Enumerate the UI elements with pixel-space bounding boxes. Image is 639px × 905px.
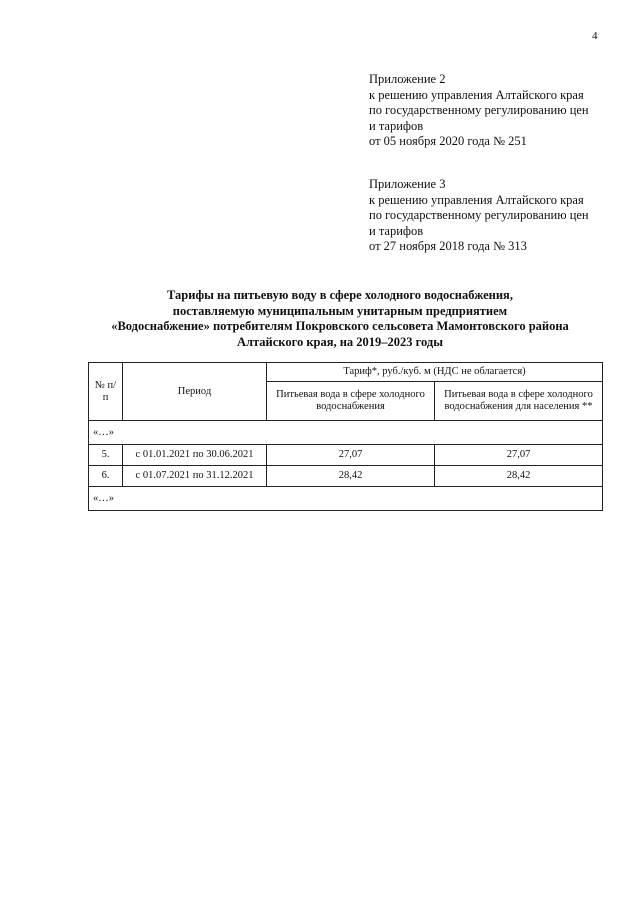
title-line: «Водоснабжение» потребителям Покровского сельсовета Мамонтовского района xyxy=(111,319,569,333)
document-title xyxy=(60,288,620,350)
appendix-2-line: и тарифов xyxy=(369,118,424,133)
ellipsis-bottom: «…» xyxy=(89,487,603,511)
appendix-3-line: по государственному регулированию цен xyxy=(369,208,589,222)
cell-number: 5. xyxy=(89,445,123,466)
page-number: 4 xyxy=(592,30,598,42)
appendix-3-header xyxy=(369,177,589,255)
table-row xyxy=(89,445,603,466)
header-tariff-group: Тариф*, руб./куб. м (НДС не облагается) xyxy=(267,363,603,382)
appendix-2-line: к решению управления Алтайского края xyxy=(369,87,584,102)
appendix-3-line: Приложение 3 xyxy=(369,177,446,191)
header-number: № п/п xyxy=(89,363,123,421)
appendix-3-line: от 27 ноября 2018 года № 313 xyxy=(369,239,527,253)
table-header-row xyxy=(89,363,603,382)
tariff-table xyxy=(88,362,603,511)
appendix-3-line: к решению управления Алтайского края xyxy=(369,192,584,207)
cell-tariff-a: 28,42 xyxy=(267,466,435,487)
cell-period: с 01.01.2021 по 30.06.2021 xyxy=(123,445,267,466)
appendix-2-header xyxy=(369,72,589,150)
cell-number: 6. xyxy=(89,466,123,487)
table-row-ellipsis-bottom xyxy=(89,487,603,511)
appendix-2-line: по государственному регулированию цен xyxy=(369,103,589,117)
header-period: Период xyxy=(123,363,267,421)
ellipsis-top: «…» xyxy=(89,421,603,445)
appendix-2-line: Приложение 2 xyxy=(369,72,446,86)
appendix-3-line: и тарифов xyxy=(369,223,424,238)
title-line: поставляемую муниципальным унитарным предприятием xyxy=(172,303,508,318)
table-row-ellipsis-top xyxy=(89,421,603,445)
cell-tariff-b: 28,42 xyxy=(435,466,603,487)
header-col-b: Питьевая вода в сфере холодного водоснабжения для населения ** xyxy=(435,382,603,421)
cell-tariff-a: 27,07 xyxy=(267,445,435,466)
title-line: Алтайского края, на 2019–2023 годы xyxy=(236,334,444,349)
table-row xyxy=(89,466,603,487)
cell-period: с 01.07.2021 по 31.12.2021 xyxy=(123,466,267,487)
cell-tariff-b: 27,07 xyxy=(435,445,603,466)
appendix-2-line: от 05 ноября 2020 года № 251 xyxy=(369,134,527,148)
title-line: Тарифы на питьевую воду в сфере холодного водоснабжения, xyxy=(167,288,513,302)
header-col-a: Питьевая вода в сфере холодного водоснабжения xyxy=(267,382,435,421)
